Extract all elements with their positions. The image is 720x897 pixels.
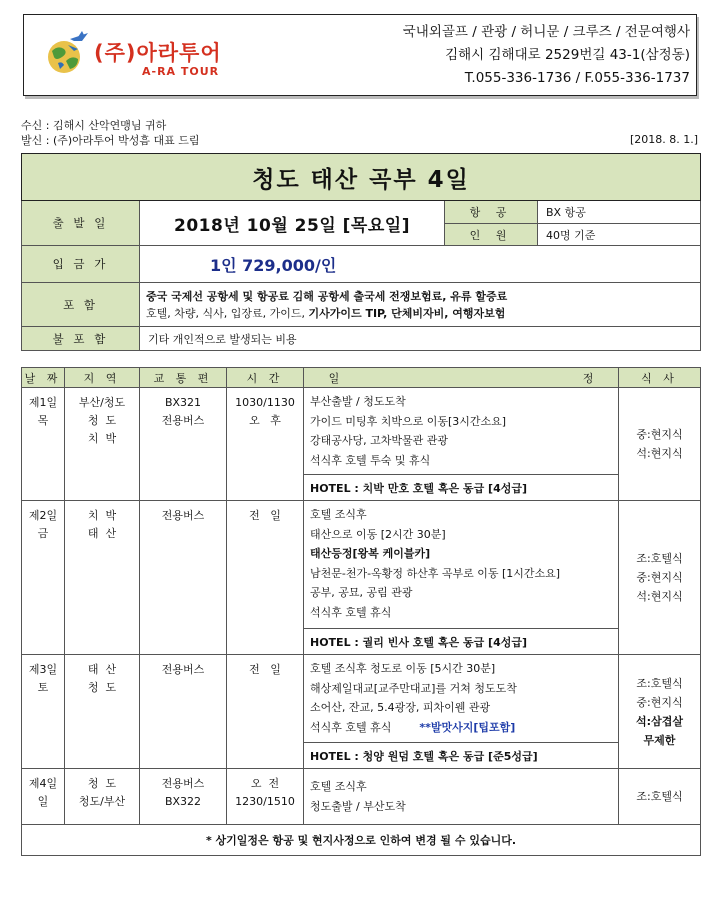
day3-plan-3: 소어산, 잔교, 5.4광장, 피차이웬 관광 [310,701,491,714]
day3-region: 태 산 청 도 [65,655,140,769]
header-time: 시 간 [227,368,304,388]
day3-meal-4: 무제한 [643,733,676,747]
day1-meal-2: 석:현지식 [636,447,683,460]
day3-meal-1: 조:호텔식 [636,676,683,690]
day1-meal-1: 중:현지식 [636,428,683,441]
header-schedule: 일 정 [304,368,619,388]
day1-plan [304,388,619,475]
day3-plan-4b: **발맛사지[팁포함] [419,720,516,734]
day4-transport: 전용버스 BX322 [140,769,227,825]
day3-transport: 전용버스 [140,655,227,769]
day1-plan-3: 강태공사당, 고차박물관 관광 [310,434,449,447]
company-name-en: A-RA TOUR [142,65,220,78]
exclude-label: 불 포 함 [22,327,140,351]
day3-day: 제3일 토 [22,655,65,769]
day2-plan-5: 공부, 공묘, 공림 관광 [310,586,413,599]
header-meal: 식 사 [619,368,701,388]
day2-meal-2: 중:현지식 [636,571,683,584]
day2-meal-1: 조:호텔식 [636,552,683,565]
price-label: 입 금 가 [22,246,140,283]
day2-plan-1: 호텔 조식후 [310,508,367,521]
day4-plan [304,769,619,825]
day2-plan-6: 석식후 호텔 휴식 [310,605,392,619]
day2-row [22,501,701,629]
day2-hotel: HOTEL : 궐리 빈사 호텔 혹은 동급 [4성급] [304,629,619,655]
day2-region: 치 박 태 산 [65,501,140,655]
day4-region: 청 도 청도/부산 [65,769,140,825]
include-line-2 [146,305,694,322]
day4-day: 제4일 일 [22,769,65,825]
day1-plan-1: 부산출발 / 청도도착 [310,395,406,408]
day1-day: 제1일 목 [22,388,65,501]
day3-meal-2: 중:현지식 [636,695,683,709]
day4-meal-1: 조:호텔식 [636,790,683,803]
day3-plan-4 [310,718,612,738]
day3-plan-2: 해상제일대교[교주만대교]를 거쳐 청도도착 [310,681,517,695]
day4-plan-1: 호텔 조식후 [310,780,367,793]
day3-plan [304,655,619,743]
day3-hotel: HOTEL : 청양 원덤 호텔 혹은 동급 [준5성급] [304,743,619,769]
itinerary-header-row [22,368,701,388]
day1-plan-4: 석식후 호텔 투숙 및 휴식 [310,453,431,467]
day2-plan-4: 남천문-천가-옥황정 하산후 곡부로 이동 [1시간소요] [310,566,561,580]
day1-time: 1030/1130 오 후 [227,388,304,501]
include-label: 포 함 [22,283,140,327]
departure-value: 2018년 10월 25일 [목요일] [140,201,445,246]
day1-transport: BX321 전용버스 [140,388,227,501]
services-line: 국내외골프 / 관광 / 허니문 / 크루즈 / 전문여행사 [402,24,690,40]
day3-row [22,655,701,743]
header-transport: 교 통 편 [140,368,227,388]
day3-plan-4a: 석식후 호텔 휴식 [310,720,392,734]
day4-row [22,769,701,825]
phone-line: T.055-336-1736 / F.055-336-1737 [464,70,690,86]
document-date: [2018. 8. 1.] [629,133,698,146]
day2-day: 제2일 금 [22,501,65,655]
page-title: 청도 태산 곡부 4일 [22,154,701,201]
company-info [403,21,690,90]
exclude-value: 기타 개인적으로 발생되는 비용 [140,327,701,351]
address-line: 김해시 김해대로 2529번길 43-1(삼정동) [445,47,690,63]
recipient: 수신 : 김해시 산악연맹님 귀하 [21,119,167,132]
recipient-block [21,118,200,148]
day3-plan-1: 호텔 조식후 청도로 이동 [5시간 30분] [310,662,496,675]
day2-plan-3: 태산등정[왕복 케이블카] [310,547,431,560]
sender: 발신 : (주)아라투어 박성흠 대표 드림 [21,134,200,147]
pax-label: 인 원 [445,224,538,246]
day2-transport: 전용버스 [140,501,227,655]
day1-region: 부산/청도 청 도 치 박 [65,388,140,501]
company-header [23,14,697,96]
day4-time: 오 전 1230/1510 [227,769,304,825]
day1-plan-2: 가이드 미팅후 치박으로 이동[3시간소요] [310,414,507,428]
include-line-1: 중국 국제선 공항세 및 항공료 김해 공항세 출국세 전쟁보험료, 유류 할증료 [146,289,508,303]
day3-meals [619,655,701,769]
day2-meals [619,501,701,655]
day4-meals [619,769,701,825]
day2-time: 전 일 [227,501,304,655]
departure-label: 출 발 일 [22,201,140,246]
footnote: * 상기일정은 항공 및 현지사정으로 인하여 변경 될 수 있습니다. [22,825,701,856]
day2-plan [304,501,619,629]
day4-plan-2: 청도출발 / 부산도착 [310,799,406,813]
day2-plan-2: 태산으로 이동 [2시간 30분] [310,527,446,541]
company-name: (주)아라투어 [94,41,222,65]
day1-row [22,388,701,475]
day3-meal-3: 석:삼겹살 [636,714,683,728]
pax-value: 40명 기준 [538,224,701,246]
day1-meals [619,388,701,501]
day1-hotel: HOTEL : 치박 만호 호텔 혹은 동급 [4성급] [304,475,619,501]
airline-value: BX 항공 [538,201,701,224]
globe-plane-icon [44,31,90,77]
include-line-2b: 기사가이드 TIP, 단체비자비, 여행자보험 [308,306,506,320]
day2-meal-3: 석:현지식 [636,590,683,603]
company-logo [34,27,264,87]
include-value [140,283,701,327]
header-region: 지 역 [65,368,140,388]
header-day: 날 짜 [22,368,65,388]
day3-time: 전 일 [227,655,304,769]
summary-table [21,153,701,351]
include-line-2a: 호텔, 차량, 식사, 입장료, 가이드, [146,306,305,320]
airline-label: 항 공 [445,201,538,224]
price-value: 1인 729,000/인 [140,246,701,283]
itinerary-table [21,367,701,856]
